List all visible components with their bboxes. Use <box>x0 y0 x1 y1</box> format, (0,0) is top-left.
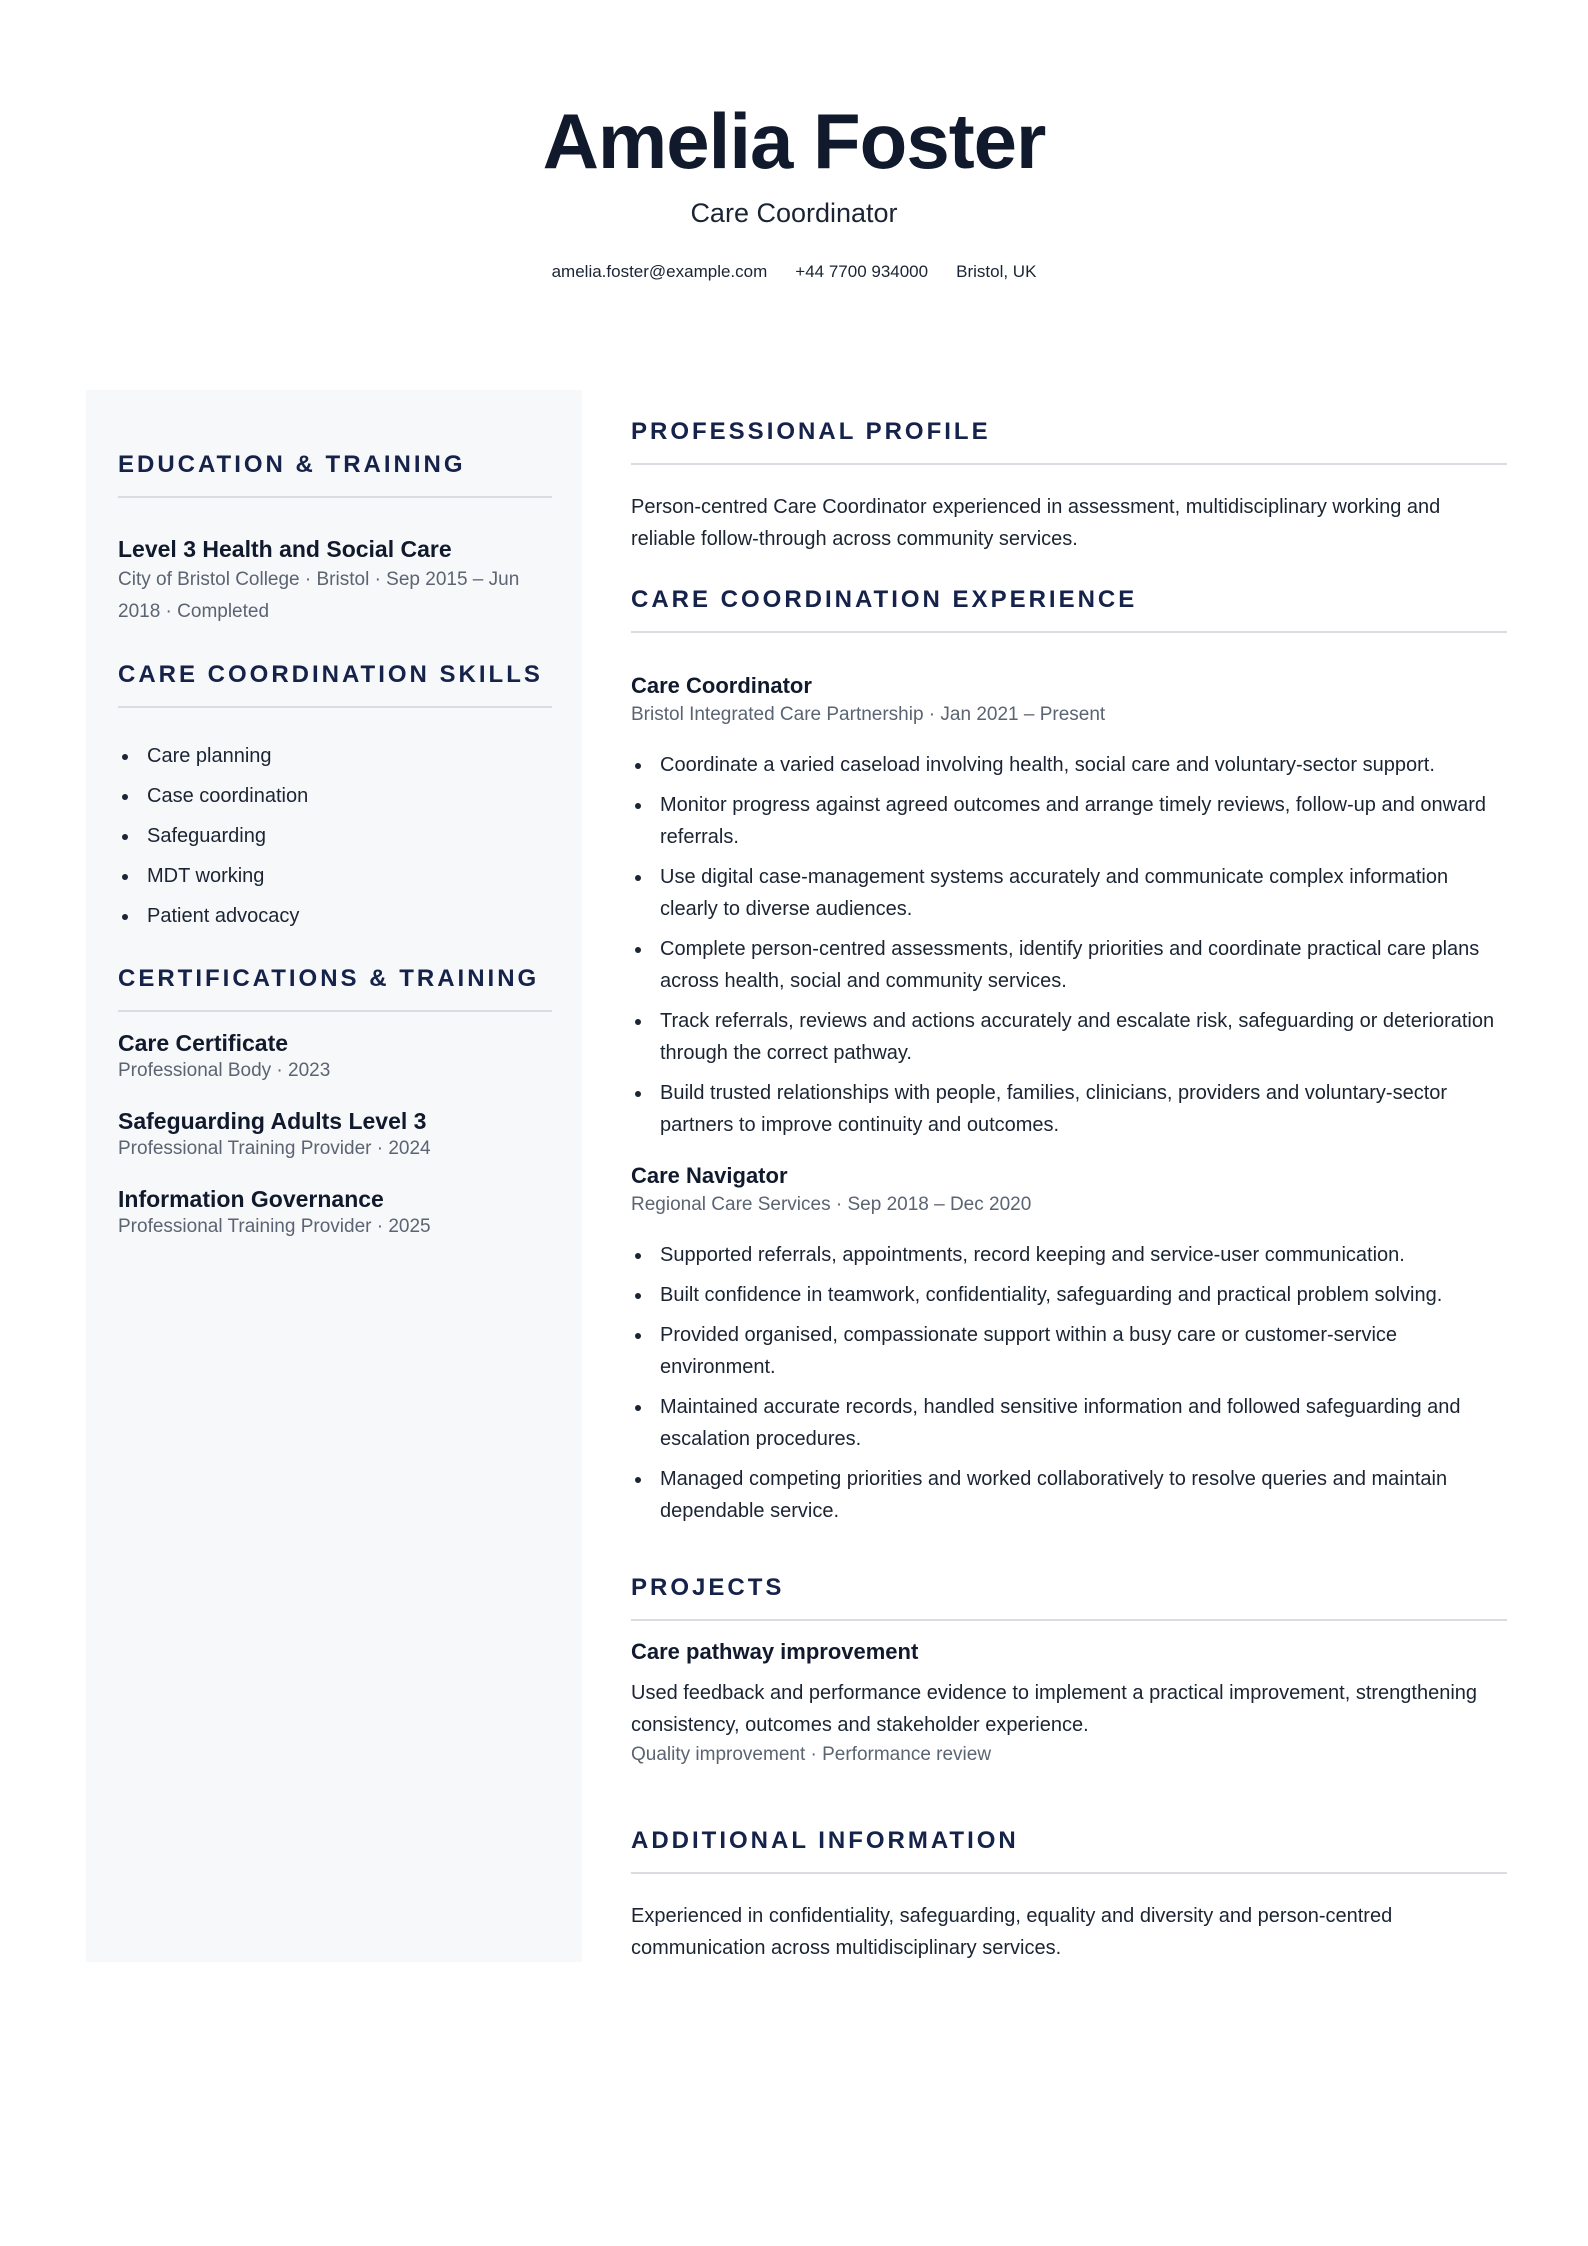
certification-details: Professional Body · 2023 <box>118 1060 331 1081</box>
skills-section <box>118 660 552 936</box>
section-divider <box>118 496 552 498</box>
candidate-name: Amelia Foster <box>542 97 1046 185</box>
profile-text: Person-centred Care Coordinator experienced in assessment, multidisciplinary working and reliable follow-through across community services. <box>631 496 1441 550</box>
list-item: Monitor progress against agreed outcomes and arrange timely reviews, follow-up and onward referrals. <box>631 789 1507 853</box>
job-bullets <box>631 1239 1507 1527</box>
job-entry <box>631 671 1507 1141</box>
education-title: Level 3 Health and Social Care <box>118 536 452 562</box>
sidebar <box>86 390 582 1962</box>
job-title: Care Coordinator <box>631 673 812 698</box>
list-item: Care planning <box>118 736 552 776</box>
section-divider <box>118 706 552 708</box>
list-item: Built confidence in teamwork, confidentiality, safeguarding and practical problem solving. <box>631 1279 1507 1311</box>
certification-title: Safeguarding Adults Level 3 <box>118 1108 427 1134</box>
job-details: Bristol Integrated Care Partnership · Jan 2021 – Present <box>631 704 1106 725</box>
job-details: Regional Care Services · Sep 2018 – Dec 2020 <box>631 1194 1032 1215</box>
skills-list <box>118 736 552 936</box>
candidate-role: Care Coordinator <box>690 198 898 228</box>
list-item: Case coordination <box>118 776 552 816</box>
projects-section <box>631 1573 1507 1769</box>
project-tags: Quality improvement · Performance review <box>631 1744 992 1765</box>
list-item: Supported referrals, appointments, record keeping and service-user communication. <box>631 1239 1507 1271</box>
section-divider <box>631 1872 1507 1874</box>
profile-section <box>631 417 1507 555</box>
certification-details: Professional Training Provider · 2024 <box>118 1138 431 1159</box>
project-title: Care pathway improvement <box>631 1639 919 1664</box>
section-divider <box>631 631 1507 633</box>
contact-email: amelia.foster@example.com <box>551 262 768 281</box>
experience-section <box>631 585 1507 1535</box>
additional-text: Experienced in confidentiality, safeguarding, equality and diversity and person-centred communication across multidisciplinary services. <box>631 1905 1393 1959</box>
additional-section <box>631 1826 1507 1964</box>
contact-line <box>0 260 1588 284</box>
section-title: CARE COORDINATION SKILLS <box>118 661 543 688</box>
job-entry <box>631 1161 1507 1527</box>
list-item: Patient advocacy <box>118 896 552 936</box>
list-item: Maintained accurate records, handled sensitive information and followed safeguarding and escalation procedures. <box>631 1391 1507 1455</box>
list-item: Use digital case-management systems accurately and communicate complex information clearly to diverse audiences. <box>631 861 1507 925</box>
certification-title: Information Governance <box>118 1186 384 1212</box>
list-item: Coordinate a varied caseload involving health, social care and voluntary-sector support. <box>631 749 1507 781</box>
list-item: Provided organised, compassionate support within a busy care or customer-service environment. <box>631 1319 1507 1383</box>
contact-location: Bristol, UK <box>956 262 1037 281</box>
section-title: ADDITIONAL INFORMATION <box>631 1827 1019 1854</box>
job-title: Care Navigator <box>631 1163 788 1188</box>
job-bullets <box>631 749 1507 1141</box>
certifications-section <box>118 964 552 1240</box>
education-section <box>118 450 552 628</box>
list-item: MDT working <box>118 856 552 896</box>
certification-title: Care Certificate <box>118 1030 289 1056</box>
list-item: Build trusted relationships with people, families, clinicians, providers and voluntary-sector partners to improve continuity and outcomes. <box>631 1077 1507 1141</box>
list-item: Complete person-centred assessments, identify priorities and coordinate practical care plans across health, social and community services. <box>631 933 1507 997</box>
list-item: Track referrals, reviews and actions accurately and escalate risk, safeguarding or deterioration through the correct pathway. <box>631 1005 1507 1069</box>
education-details: City of Bristol College · Bristol · Sep 2015 – Jun 2018 · Completed <box>118 569 520 622</box>
section-title: PROJECTS <box>631 1574 785 1601</box>
certification-item <box>118 1028 552 1084</box>
section-title: CARE COORDINATION EXPERIENCE <box>631 586 1138 613</box>
certification-details: Professional Training Provider · 2025 <box>118 1216 431 1237</box>
section-title: EDUCATION & TRAINING <box>118 451 466 478</box>
certification-item <box>118 1106 552 1162</box>
section-title: CERTIFICATIONS & TRAINING <box>118 965 540 992</box>
section-divider <box>118 1010 552 1012</box>
project-text: Used feedback and performance evidence to implement a practical improvement, strengthening consistency, outcomes and stakeholder experience. <box>631 1682 1478 1736</box>
section-title: PROFESSIONAL PROFILE <box>631 418 991 445</box>
certification-item <box>118 1184 552 1240</box>
section-divider <box>631 1619 1507 1621</box>
list-item: Managed competing priorities and worked collaboratively to resolve queries and maintain dependable service. <box>631 1463 1507 1527</box>
contact-phone: +44 7700 934000 <box>795 262 929 281</box>
list-item: Safeguarding <box>118 816 552 856</box>
section-divider <box>631 463 1507 465</box>
